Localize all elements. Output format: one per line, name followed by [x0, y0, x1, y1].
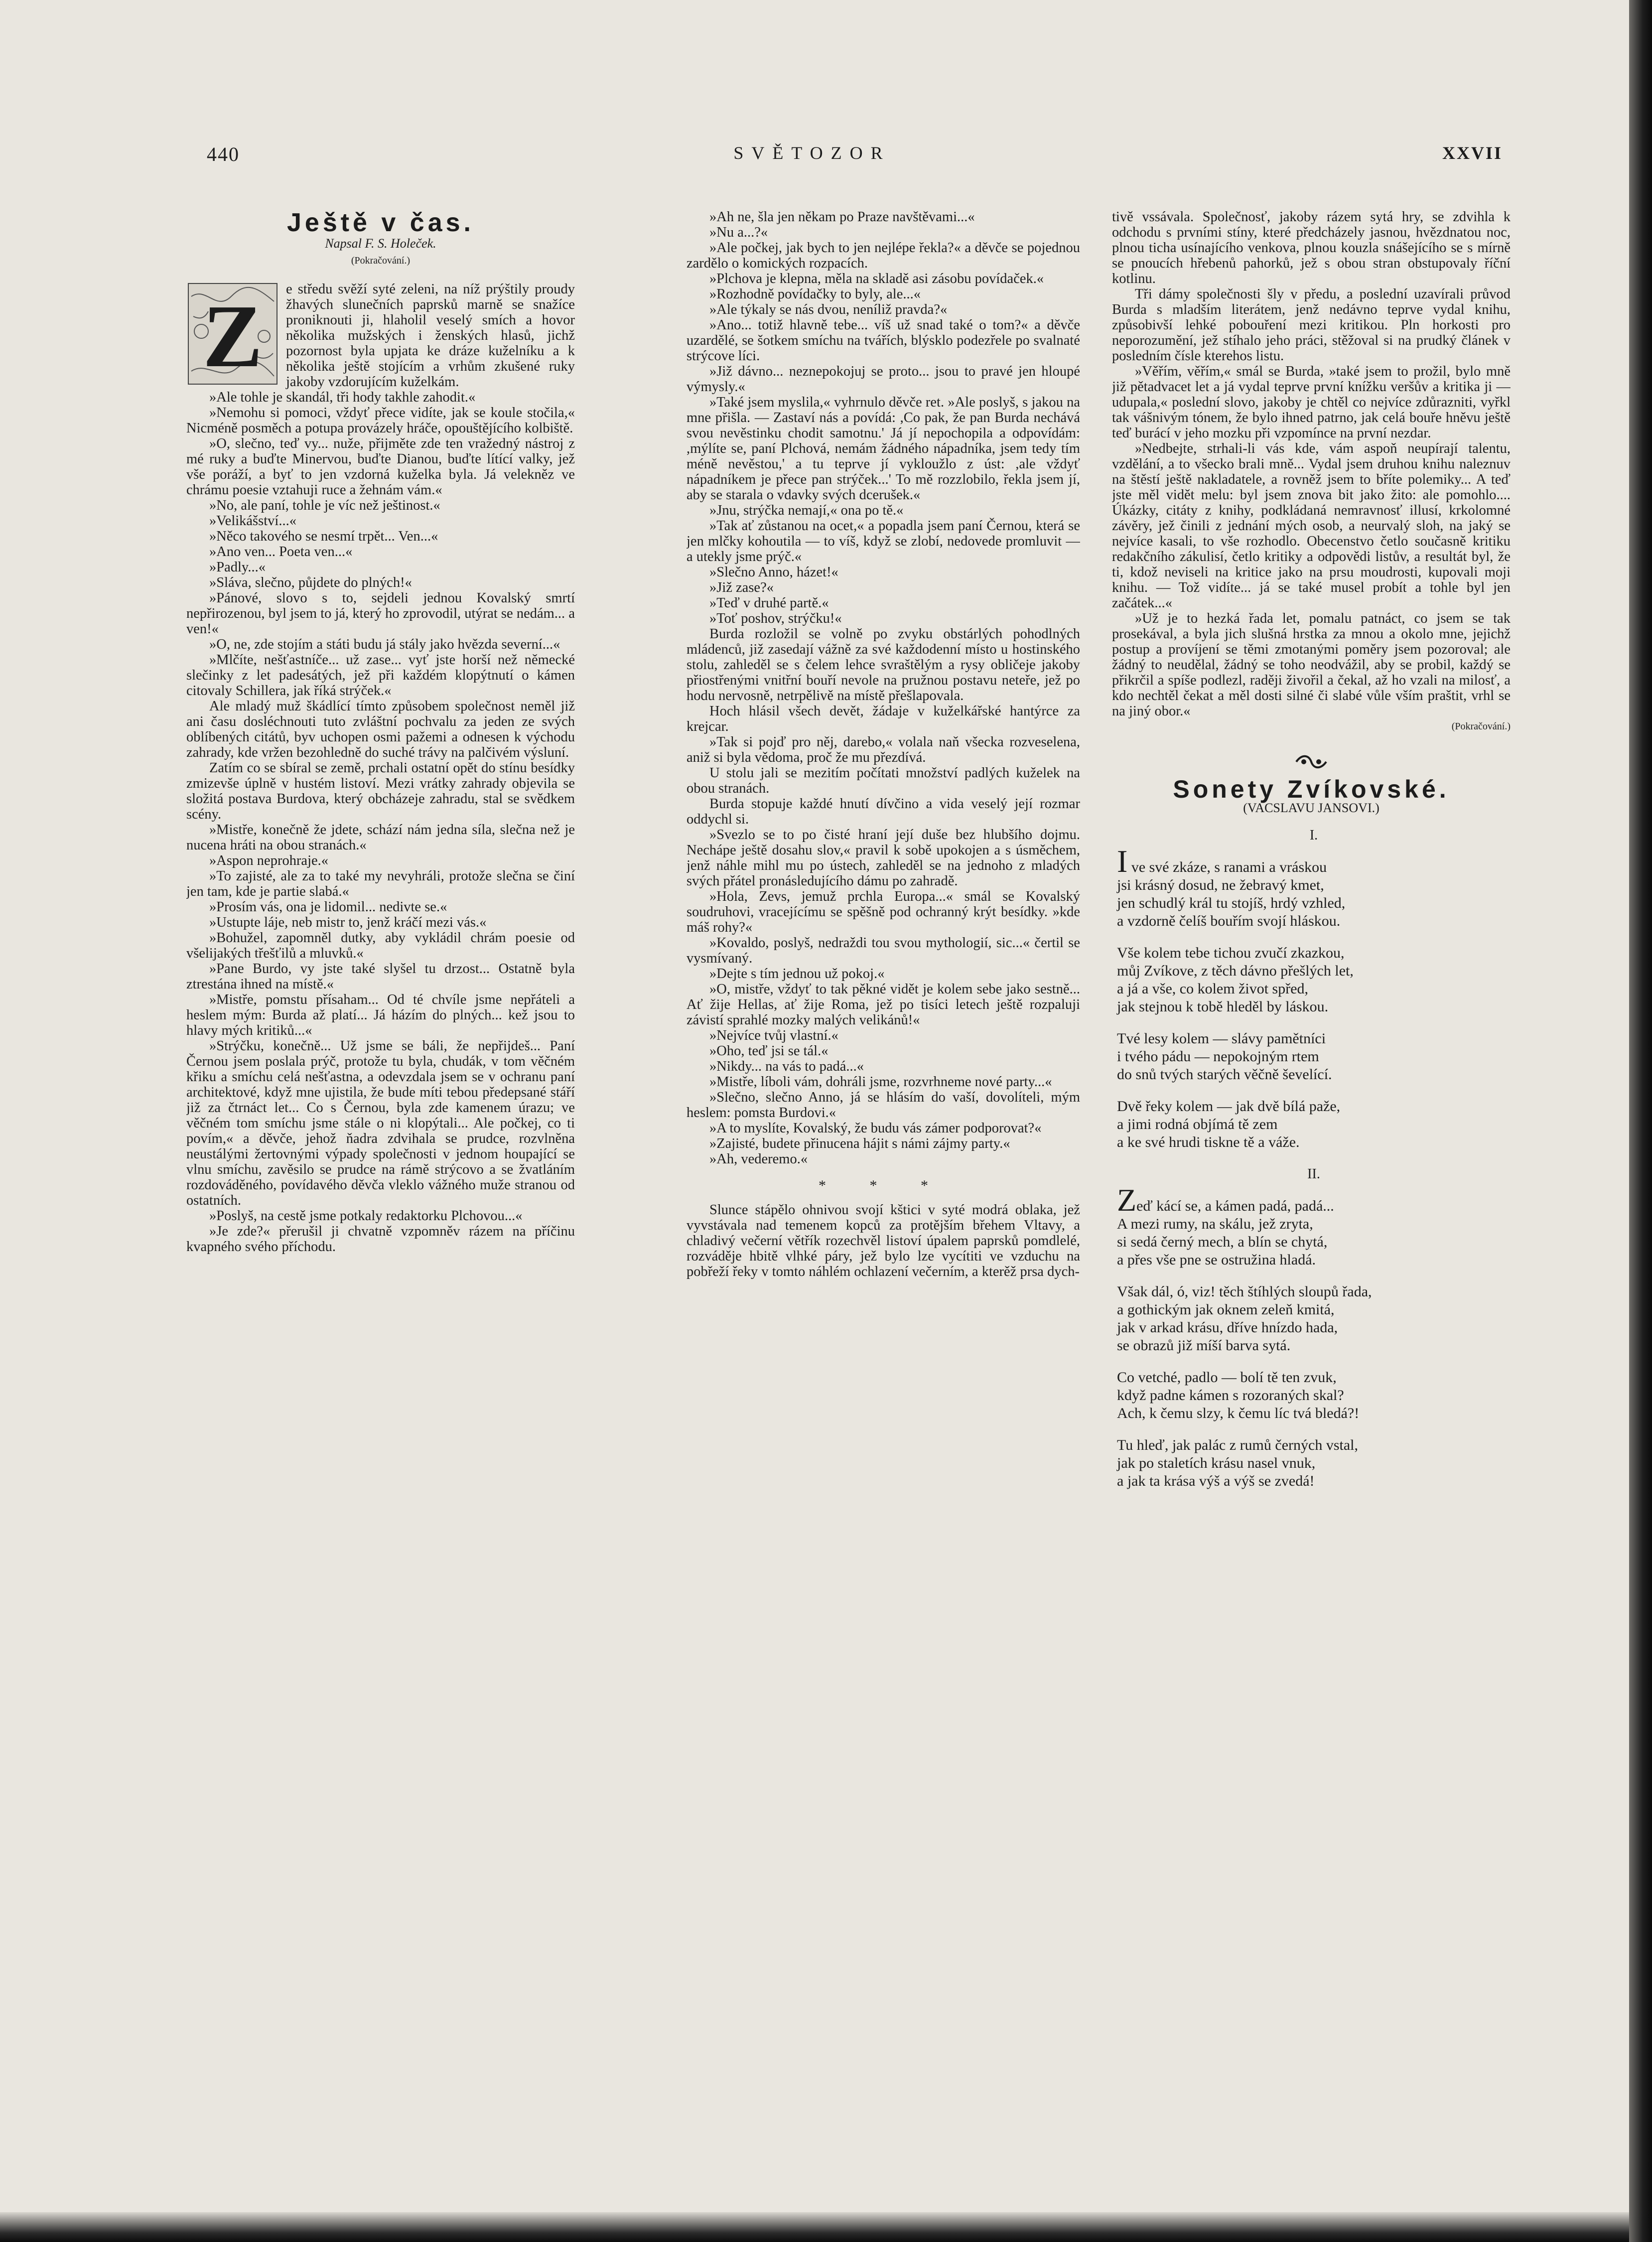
paragraph: »Sláva, slečno, půjdete do plných!«	[209, 575, 412, 590]
paragraph: »To zajisté, ale za to také my nevyhráli, protože slečna se činí jen tam, kde je partie slabá.«	[186, 868, 575, 899]
story-body-col1	[186, 281, 575, 1255]
paragraph: »Nikdy... na vás to padá...«	[709, 1059, 864, 1074]
paragraph: »Poslyš, na cestě jsme potkaly redaktorku Plchovou...«	[209, 1208, 523, 1224]
sonnet-numeral: II.	[1307, 1166, 1320, 1182]
paragraph: Tři dámy společnosti šly v předu, a poslední uzavírali průvod Burda s mladším literátem, jenž nedávno teprve vydal knihu, způsobivší lehké pobouření mezi kritikou. Pln horkosti pro neporozumění, jež stíhalo jeho práci, stěžoval si na prudký článek v posledním čísle kterehos listu.	[1112, 286, 1511, 364]
paragraph: »Ah ne, šla jen někam po Praze navštěvami...«	[709, 209, 975, 225]
poem-line: A mezi rumy, na skálu, jež zryta,	[1117, 1216, 1313, 1232]
poem-line: se obrazů již míší barva sytá.	[1117, 1337, 1291, 1354]
poem-line: Ach, k čemu slzy, k čemu líc tvá bledá?!	[1117, 1405, 1360, 1421]
column-3	[1112, 209, 1511, 2127]
poem-line: jsi krásný dosud, ne žebravý kmet,	[1117, 877, 1324, 893]
paragraph: e středu svěží syté zeleni, na níž prýštily proudy žhavých slunečních paprsků marně se snažíce proniknouti ji, hlaholil veselý smích a hovor několika mužských i ženských hlasů, jichž pozornost byla upjata ke dráze kuželníku a k několika ještě stojícím a vrhům zkušené ruky jakoby vzdorujícím kuželkám.	[286, 281, 575, 390]
paragraph: Zatím co se sbíral se země, prchali ostatní opět do stínu besídky zmizevše úplně v hustém listoví. Mezi vrátky zahrady objevila se složitá postava Burdova, který obcházeje zahradu, stal se svědkem scény.	[186, 760, 575, 822]
paragraph: »Věřím, věřím,« smál se Burda, »také jsem to prožil, bylo mně již pětadvacet let a já vydal teprve první knížku veršův a kritika ji — udupala,« poslední slovo, jakoby je chtěl co nejvíce zdůrazniti, vyřkl tak vášnivým tónem, že bylo ihned patrno, jak celá bouře hněvu ještě teď burácí v jeho mozku při vzpomínce na první nezdar.	[1112, 364, 1511, 441]
stanza	[1117, 1098, 1511, 1151]
paragraph: »Ale tohle je skandál, tři hody takhle zahodit.«	[209, 390, 476, 405]
paragraph: »Slečno Anno, házet!«	[709, 564, 838, 580]
stanza	[1117, 1283, 1511, 1355]
page-edge-shadow	[1629, 0, 1652, 2242]
stanza	[1117, 1436, 1511, 1490]
paragraph: »Nedbejte, strhali-li vás kde, vám aspoň neupírají talentu, vzdělání, a to všecko brali mně... Vydal jsem druhou knihu naleznuv na štěstí ještě nakladatele, a rovněž jsem to bříte polemiky... A teď jste měl vidět melu: byl jsem znova bit jako žito: ale pomohlo.... Úkázky, citáty z knihy, podkládaná nemravnosť illusí, krkolomné závěry, jež činili z jednání mých osob, a neurvalý sloh, na jaký se nejvíce kasali, to vše rozhodlo. Obecenstvo četlo současně kritiku redakčního zákulisí, četlo kritiky a odpovědi listův, a resultát byl, že ti, kdož neviseli na kritice jako na prsu moudrosti, kupovali moji knihu. — Tož vidíte... já se také musel probít a tohle byl jen začátek...«	[1112, 441, 1511, 611]
stanza	[1117, 1369, 1511, 1422]
poem-line: Dvě řeky kolem — jak dvě bílá paže,	[1117, 1098, 1341, 1115]
story-byline: Napsal F. S. Holeček.	[325, 236, 436, 251]
paragraph: »Velikášství...«	[209, 513, 296, 529]
poem-title: Sonety Zvíkovské.	[1173, 775, 1450, 803]
paragraph: »Nu a...?«	[709, 225, 768, 240]
journal-title: SVĚTOZOR	[733, 143, 891, 163]
paragraph: »Je zde?« přerušil ji chvatně vzpomněv rázem na příčinu kvapného svého příchodu.	[186, 1224, 575, 1255]
paragraph: Slunce stápělo ohnivou svojí kštici v syté modrá oblaka, jež vyvstávala nad temenem kopců za protějším břehem Vltavy, a chladivý večerní větřík rozechvěl listoví úpalem paprsků pomdlelé, rozváděje hbitě vlhké páry, jež bylo lze vycítiti ve vzduchu na pobřeží řeky v tomto náhlém ochlazení večerním, a kterěž prsa dych-	[687, 1202, 1080, 1279]
poem-line: a já a vše, co kolem život spřed,	[1117, 981, 1309, 997]
story-continuation: (Pokračování.)	[351, 255, 411, 266]
poem-line: do snů tvých starých věčně ševelící.	[1117, 1066, 1332, 1083]
paragraph: tivě vssávala. Společnosť, jakoby rázem sytá hry, se zdvihla k odchodu s prvními stíny, které předcházely jasnou, hvězdnatou noc, plnou ticha usínajícího venkova, plnou kouzla snášejícího se s mírně se pnoucích hřebenů pahorků, jež s obou stran obstupovaly říční kotlinu.	[1112, 209, 1511, 286]
paragraph: »No, ale paní, tohle je víc než ještinost.«	[209, 498, 440, 513]
poem-line: jak v arkad krásu, dříve hnízdo hada,	[1117, 1319, 1338, 1336]
column-1	[186, 204, 575, 2122]
paragraph: »Hola, Zevs, jemuž prchla Europa...« smál se Kovalský soudruhovi, vracejícímu se spěšně pod ochranný krýt besídky. »kde máš rohy?«	[687, 889, 1080, 935]
poem-line: jen schudlý král tu stojíš, hrdý vzhled,	[1117, 895, 1346, 911]
column-2	[687, 209, 1080, 2127]
paragraph: »Již zase?«	[709, 580, 774, 595]
page-number: 440	[207, 143, 240, 165]
paragraph: »Něco takového se nesmí trpět... Ven...«	[209, 529, 438, 544]
poem-line: jak stejnou k tobě hleděl by láskou.	[1117, 998, 1329, 1015]
paragraph: »Nejvíce tvůj vlastní.«	[709, 1028, 838, 1043]
paragraph: »Také jsem myslila,« vyhrnulo děvče ret. »Ale poslyš, s jakou na mne přišla. — Zastaví nás a povídá: ,Co pak, že pan Burda nechává svou nevěstinku chodit samotnu.' Já jí nepochopila a odpovídám: ,mýlíte se, paní Plchová, nemám žádného nápadníka, jsem tedy tím méně nevěstou,' a tu teprve jí vykloužlo z úst: ,ale vždyť nápadníkem je přece pan strýček...' To mě rozzlobilo, řekla jsem jí, aby se starala o vdavky svých dcerušek.«	[687, 395, 1080, 503]
poem-line: a jak ta krása výš a výš se zvedá!	[1117, 1473, 1315, 1489]
section-separator-stars: * * *	[819, 1177, 948, 1194]
poem-line: Vše kolem tebe tichou zvučí zkazkou,	[1117, 945, 1345, 961]
paragraph: »Mistře, pomstu přísaham... Od té chvíle jsme nepřáteli a heslem mým: Burda až platí... Já házím do plných... kež jsou to hlavy mých kritiků...«	[186, 992, 575, 1038]
sonnet-numeral: I.	[1309, 828, 1318, 843]
page-bottom-shadow	[0, 2212, 1629, 2242]
volume-number: XXVII	[1442, 143, 1503, 163]
poem-line: můj Zvíkove, z těch dávno přešlých let,	[1117, 963, 1354, 979]
paragraph: »Nemohu si pomoci, vždyť přece vidíte, jak se koule stočila,« Nicméně posměch a potupa provázely hráče, opouštějícího kolbiště.	[186, 405, 575, 436]
paragraph: »Prosím vás, ona je lidomil... nedivte se.«	[209, 899, 447, 915]
stanza	[1117, 843, 1511, 930]
paragraph: »Ale počkej, jak bych to jen nejlépe řekla?« a děvče se pojednou zardělo o komických rozpacích.	[687, 240, 1080, 271]
drop-cap-z-icon	[186, 281, 279, 386]
paragraph: »A to myslíte, Kovalský, že budu vás zámer podporovat?«	[709, 1121, 1042, 1136]
poem-dedication: (VACSLAVU JANSOVI.)	[1243, 801, 1379, 815]
paragraph: »Ale týkaly se nás dvou, neníliž pravda?«	[709, 302, 948, 317]
paragraph: »Už je to hezká řada let, pomalu patnáct, co jsem se tak prosekával, a byla jich slušná hrstka za mnou a okolo mne, jejichž postup a províjení se těmi zmotanými poměry jsem pozoroval; ale žádný to neudělal, žádný se toho neodvážil, aby se probil, každý se přikrčil a spíše podlezl, raději živořil a čekal, až ho vzali na milosť, a kdo nechtěl čekat a měl dosti silné či slabé vůle vším praštit, vrhl se na jiný obor.«	[1112, 611, 1511, 719]
paragraph: »Svezlo se to po čisté hraní její duše bez hlubšího dojmu. Nechápe ještě dosahu slov,« pravil k sobě upokojen a s úsměchem, jenž náhle mihl mu po ústech, zahleděl se na jednoho z mladých svých přátel pronásledujícího dámu po zahradě.	[687, 827, 1080, 889]
paragraph: »Slečno, slečno Anno, já se hlásím do vaší, dovolíteli, mým heslem: pomsta Burdovi.«	[687, 1090, 1080, 1121]
continued-note: (Pokračování.)	[1451, 721, 1511, 732]
paragraph: »Bohužel, zapomněl dutky, aby vykládil chrám poesie od všelijakých třešťilů a mluvků.«	[186, 930, 575, 961]
paragraph: »Teď v druhé partě.«	[709, 595, 829, 611]
paragraph: Hoch hlásil všech devět, žádaje v kuželkářské hantýrce za krejcar.	[687, 703, 1080, 734]
paragraph: »Mistře, líboli vám, dohráli jsme, rozvrhneme nové party...«	[709, 1074, 1052, 1090]
paragraph: »Plchova je klepna, měla na skladě asi zásobu povídaček.«	[709, 271, 1044, 286]
paragraph: »O, mistře, vždyť to tak pěkné vidět je kolem sebe jako sestně... Ať žije Hellas, ať žije Roma, jež po tisíci letech ještě rozpaluji závistí sprahlé mozky malých velikánů!«	[687, 981, 1080, 1028]
poem-line: Však dál, ó, viz! těch štíhlých sloupů řada,	[1117, 1283, 1372, 1300]
paragraph: »Tak si pojď pro něj, darebo,« volala naň všecka rozveselena, aniž si byla vědoma, proč že mu přezdívá.	[687, 734, 1080, 765]
stanza	[1117, 1182, 1511, 1269]
svg-text:Z: Z	[202, 286, 263, 386]
paragraph: »Již dávno... neznepokojuj se proto... jsou to pravé jen hloupé výmysly.«	[687, 364, 1080, 395]
paragraph: »Toť poshov, strýčku!«	[709, 611, 842, 626]
paragraph: »Mlčíte, nešťastníče... už zase... vyť jste horší než německé slečinky z let padesátých, jež při každém klopýtnutí o kámen citovaly Schillera, jak říká strýček.«	[186, 652, 575, 699]
paragraph: »Dejte s tím jednou už pokoj.«	[709, 966, 885, 981]
page-header	[0, 131, 1629, 165]
paragraph: Burda stopuje každé hnutí dívčino a vida veselý její rozmar oddychl si.	[687, 796, 1080, 827]
paragraph: »O, slečno, teď vy... nuže, přijměte zde ten vražedný nástroj z mé ruky a buďte Minervou, buďte Dianou, buďte lítící valky, jež vše poráží, a byť to jen vzdorná kuželka byla. Já velekněz ve chrámu poesie vztahuji ruce a žehnám vám.«	[186, 436, 575, 498]
paragraph: »Zajisté, budete přinucena hájit s námi zájmy party.«	[709, 1136, 1010, 1151]
paragraph: U stolu jali se mezitím počítati množství padlých kuželek na obou stranách.	[687, 765, 1080, 796]
paragraph: »Ano ven... Poeta ven...«	[209, 544, 353, 560]
stanza	[1117, 1030, 1511, 1084]
poem-body	[1117, 827, 1511, 1490]
paragraph: »Mistře, konečně že jdete, schází nám jedna síla, slečna než je nucena hráti na obou stranách.«	[186, 822, 575, 853]
poem-line: si sedá černý mech, a blín se chytá,	[1117, 1234, 1328, 1250]
paragraph: »Pane Burdo, vy jste také slyšel tu drzost... Ostatně byla ztrestána ihned na místě.«	[186, 961, 575, 992]
story-title: Ještě v čas.	[286, 208, 475, 237]
paragraph: »Aspon neprohraje.«	[209, 853, 329, 868]
stanza	[1117, 944, 1511, 1016]
poem-line: a gothickým jak oknem zeleň kmitá,	[1117, 1301, 1335, 1318]
paragraph: »Ustupte láje, neb mistr to, jenž kráčí mezi vás.«	[209, 915, 487, 930]
poem-line: jak po staletích krásu nasel vnuk,	[1117, 1455, 1316, 1471]
poem-line: a vzdorně čelíš bouřím svojí hláskou.	[1117, 913, 1341, 929]
paragraph: »Tak ať zůstanou na ocet,« a popadla jsem paní Černou, která se jen mlčky kohoutila — to víš, když se zlobí, nedovede promluvit — a utekly jsme prýč.«	[687, 518, 1080, 564]
paragraph: »Ah, vederemo.«	[709, 1151, 808, 1167]
poem-line: i tvého pádu — nepokojným rtem	[1117, 1048, 1319, 1065]
paragraph: »Padly...«	[209, 560, 266, 575]
poem-line: a přes vše pne se ostružina hladá.	[1117, 1252, 1316, 1268]
poem-line: I ve své zkáze, s ranami a vráskou	[1117, 843, 1327, 879]
poem-line: když padne kámen s rozoraných skal?	[1117, 1387, 1344, 1403]
paragraph: Ale mladý muž škádlící tímto způsobem společnost neměl již ani času dosléchnouti tuto zvláštní pochvalu za jeden ze svých oblíbených citátů, byv uchopen osmi pažemi a odnesen k východu zahrady, kde vržen bezohledně do suché trávy na palčivém výsluní.	[186, 699, 575, 760]
paragraph: »Oho, teď jsi se tál.«	[709, 1043, 828, 1059]
paragraph: »Jnu, strýčka nemají,« ona po tě.«	[709, 503, 904, 518]
paragraph: Burda rozložil se volně po zvyku obstárlých pohodlných mládenců, již zasedají vážně za své každodenní místo u hostinského stolu, zahleděl se s čelem lehce svraštělým a rysy obličeje jakoby přiostřenými vnitřní bouří nevole na pružnou postavu neteře, jež po hodu nervosně, netrpělivě na místě přešlapovala.	[687, 626, 1080, 703]
fleuron-icon	[1294, 754, 1329, 769]
divider-ornament	[1112, 754, 1511, 773]
paragraph: »O, ne, zde stojím a státi budu já stály jako hvězda severní...«	[209, 637, 560, 652]
poem-line: Zeď kácí se, a kámen padá, padá...	[1117, 1182, 1334, 1218]
paragraph: »Rozhodně povídačky to byly, ale...«	[709, 286, 921, 302]
drop-cap-ornament	[186, 281, 279, 386]
paragraph: »Pánové, slovo s to, sejdeli jednou Kovalský smrtí nepřirozenou, byl jsem to já, který ho zprovodil, utýrat se nedám... a ven!«	[186, 590, 575, 637]
poem-line: a jimi rodná objímá tě zem	[1117, 1116, 1278, 1132]
paragraph: »Kovaldo, poslyš, nedraždi tou svou mythologií, sic...« čertil se vysmívaný.	[687, 935, 1080, 966]
poem-line: Tvé lesy kolem — slávy pamětníci	[1117, 1030, 1326, 1047]
poem-line: Co vetché, padlo — bolí tě ten zvuk,	[1117, 1369, 1337, 1386]
paragraph: »Strýčku, konečně... Už jsme se báli, že nepřijdeš... Paní Černou jsem poslala prýč, protože tu byla, chudák, v tom věčném křiku a smíchu celá nešťastna, a odevzdala jsem se v ochranu paní architektové, když mne ujistila, že bude míti tebou předepsané stáří již za čtrnáct let... Co s Černou, byla zde kamenem úrazu; ve věčném tom smíchu jsme stále o ni klopýtali... Ale počkej, co ti povím,« a děvče, jehož ňadra zdvihala se prudce, rozvlněna neustálými žertovnými výpady společnosti v jednom houpající se vlnu smíchu, zavěsilo se prudce na rámě strýcovo a se žvatláním rozdováděného, povídavého děvča vleklo vážného muže stranou od ostatních.	[186, 1038, 575, 1208]
paragraph: »Ano... totiž hlavně tebe... víš už snad také o tom?« a děvče uzardělé, se šotkem smíchu na tvářích, blýsklo podezřele po svalnaté strýcove líci.	[687, 317, 1080, 364]
poem-line: Tu hleď, jak palác z rumů černých vstal,	[1117, 1437, 1358, 1453]
poem-line: a ke své hrudi tiskne tě a váže.	[1117, 1134, 1300, 1150]
